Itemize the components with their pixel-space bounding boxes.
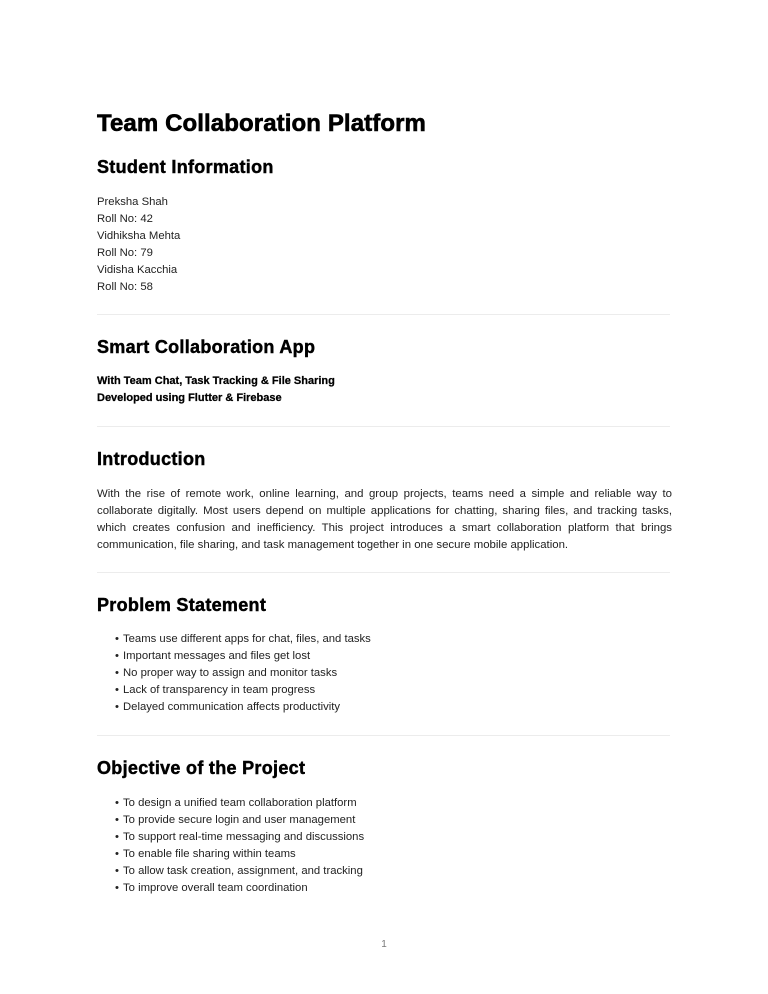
bullet-icon: • [115, 684, 119, 696]
student-information-heading: Student Information [97, 157, 274, 177]
bullet-icon: • [115, 848, 119, 860]
document-title: Team Collaboration Platform [97, 110, 426, 137]
app-subtitle-features: With Team Chat, Task Tracking & File Sharing [97, 375, 335, 387]
list-item: • No proper way to assign and monitor tasks [115, 665, 371, 682]
list-item: • Lack of transparency in team progress [115, 682, 371, 699]
page-number: 1 [381, 939, 387, 950]
student-information-list [97, 194, 180, 296]
student-name: Vidhiksha Mehta [97, 230, 181, 242]
objective-heading: Objective of the Project [97, 758, 306, 778]
section-divider [97, 426, 670, 427]
bullet-icon: • [115, 797, 119, 809]
student-roll-number: Roll No: 42 [97, 213, 153, 225]
app-heading: Smart Collaboration App [97, 337, 316, 357]
introduction-paragraph: With the rise of remote work, online learning, and group projects, teams need a simple and reliable way to collaborate digitally. Most users depend on multiple applications for chatting, sharing files, and tracking tasks, which creates confusion and inefficiency. This project introduces a smart collaboration platform that brings communication, file sharing, and task management together in one secure mobile application. [97, 488, 672, 551]
introduction-heading: Introduction [97, 449, 206, 469]
list-item: • To provide secure login and user management [115, 812, 364, 829]
student-roll-number: Roll No: 79 [97, 247, 153, 259]
student-name: Vidisha Kacchia [97, 264, 178, 276]
section-divider [97, 314, 670, 315]
list-item: • To support real-time messaging and discussions [115, 829, 364, 846]
app-subtitle-tech: Developed using Flutter & Firebase [97, 392, 282, 404]
list-item: • Important messages and files get lost [115, 648, 371, 665]
problem-statement-heading: Problem Statement [97, 595, 267, 615]
list-item: • Delayed communication affects productivity [115, 699, 371, 716]
list-item: • To allow task creation, assignment, and tracking [115, 863, 364, 880]
list-item: • To design a unified team collaboration platform [115, 795, 364, 812]
problem-statement-list [115, 631, 371, 716]
bullet-icon: • [115, 814, 119, 826]
bullet-icon: • [115, 701, 119, 713]
bullet-icon: • [115, 831, 119, 843]
bullet-icon: • [115, 865, 119, 877]
list-item: • To enable file sharing within teams [115, 846, 364, 863]
student-roll-number: Roll No: 58 [97, 281, 153, 293]
section-divider [97, 572, 670, 573]
app-subtitle [97, 373, 335, 407]
objective-list [115, 795, 364, 897]
section-divider [97, 735, 670, 736]
bullet-icon: • [115, 667, 119, 679]
list-item: • To improve overall team coordination [115, 880, 364, 897]
bullet-icon: • [115, 633, 119, 645]
list-item: • Teams use different apps for chat, files, and tasks [115, 631, 371, 648]
bullet-icon: • [115, 650, 119, 662]
student-name: Preksha Shah [97, 196, 168, 208]
bullet-icon: • [115, 882, 119, 894]
